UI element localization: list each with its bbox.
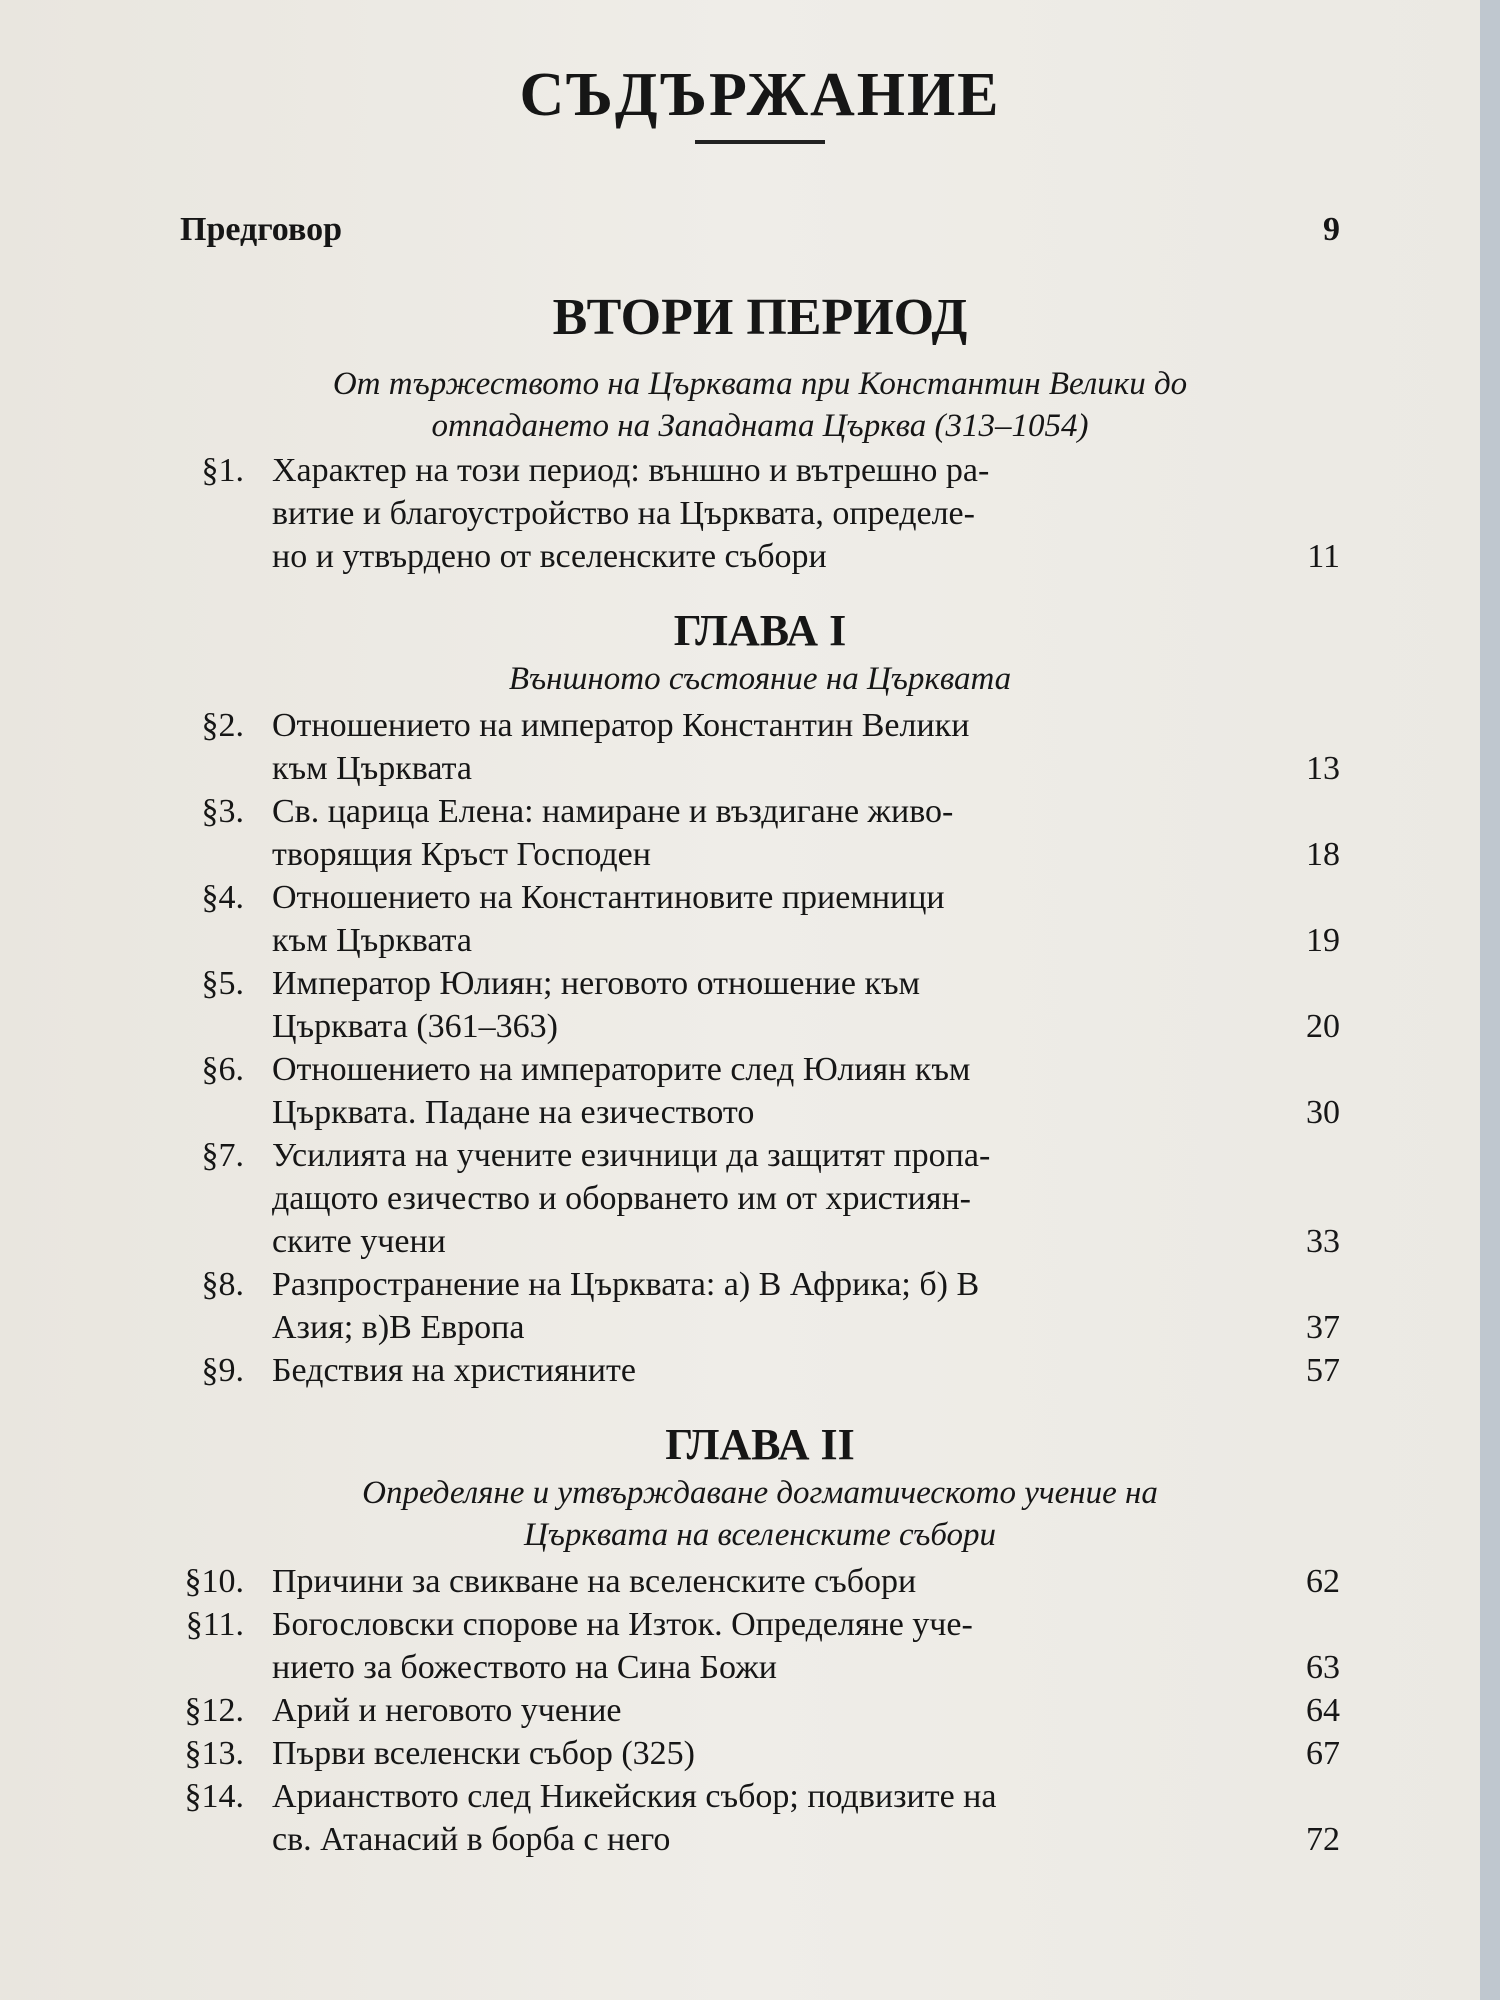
section-page: 30 [1306,1094,1340,1131]
section-page: 57 [1306,1352,1340,1389]
section-number: §13. [184,1735,244,1772]
section-page: 11 [1307,538,1340,575]
section-number: §11. [185,1606,244,1643]
section-title-line: нието за божеството на Сина Божи [272,1649,777,1686]
period-subtitle-line: отпадането на Западната Църква (313–1054) [431,408,1089,444]
section-title [272,1134,1230,1263]
chapter1-entries [180,704,1340,1392]
section-title-line: Арий и неговото учение [272,1692,622,1729]
section-title-line: Отношението на император Константин Велики [272,707,970,744]
section-title-line: Отношението на императорите след Юлиян към [272,1051,971,1088]
section-title-line: Богословски спорове на Изток. Определяне уче- [272,1606,973,1643]
section-title-line: към Църквата [272,922,472,959]
section-title-line: Отношението на Константиновите приемници [272,879,945,916]
toc-entry [180,1560,1340,1603]
section-page: 63 [1306,1649,1340,1686]
chapter-subtitle [180,1472,1340,1556]
section-title [272,1775,1230,1861]
toc-entry [180,790,1340,876]
section-title [272,1603,1230,1689]
section-title [272,1560,1230,1603]
chapter-title: ГЛАВА II [665,1420,855,1469]
section-title [272,962,1230,1048]
section-title-line: дащото езичество и оборването им от християн- [272,1180,971,1217]
section-title-line: Св. царица Елена: намиране и въздигане живо- [272,793,954,830]
section-title [272,1048,1230,1134]
section-number: §6. [201,1051,244,1088]
section-number: §1. [201,452,244,489]
period-title: ВТОРИ ПЕРИОД [552,289,968,346]
toc-entry [180,704,1340,790]
section-title [272,1732,1230,1775]
table-of-contents [180,50,1340,1861]
page-title: СЪДЪРЖАНИЕ [519,61,1001,129]
section-title [272,1263,1230,1349]
preface-label: Предговор [180,211,342,248]
section-title-line: Разпространение на Църквата: а) В Африка; б) В [272,1266,980,1303]
section-title-line: витие и благоустройство на Църквата, определе- [272,495,975,532]
section-title-line: Характер на този период: външно и вътрешно ра- [272,452,990,489]
period-subtitle [180,363,1340,447]
toc-entry [180,1349,1340,1392]
section-title-line: Усилията на учените езичници да защитят пропа- [272,1137,991,1174]
section-page: 33 [1306,1223,1340,1260]
section-number: §8. [201,1266,244,1303]
period-subtitle-line: От тържеството на Църквата при Константин Велики до [332,366,1188,402]
section-number: §14. [184,1778,244,1815]
section-page: 18 [1306,836,1340,873]
section-page: 72 [1306,1821,1340,1858]
section-page: 19 [1306,922,1340,959]
section-title-line: ските учени [272,1223,446,1260]
chapter-subtitle-line: Определяне и утвърждаване догматическото учение на [362,1475,1158,1511]
chapter-title: ГЛАВА I [673,606,847,655]
toc-entry [180,1048,1340,1134]
section-number: §10. [184,1563,244,1600]
section-number: §3. [201,793,244,830]
toc-entry [180,876,1340,962]
section-page: 20 [1306,1008,1340,1045]
preface-entry [180,208,1340,251]
section-number: §7. [201,1137,244,1174]
chapter-subtitle-line: Църквата на вселенските събори [523,1517,997,1553]
chapter-subtitle: Външното състояние на Църквата [508,661,1012,697]
toc-entry [180,1603,1340,1689]
section-title-line: но и утвърдено от вселенските събори [272,538,827,575]
toc-entry [180,1775,1340,1861]
section-title-line: св. Атанасий в борба с него [272,1821,671,1858]
section-title-line: Арианството след Никейския събор; подвизите на [272,1778,997,1815]
section-title-line: Азия; в)В Европа [272,1309,525,1346]
section-title-line: Първи вселенски събор (325) [272,1735,696,1772]
toc-entry [180,1134,1340,1263]
section-title-line: Църквата. Падане на езичеството [272,1094,755,1131]
section-title-line: Бедствия на християните [272,1352,636,1389]
toc-entry [180,1689,1340,1732]
toc-entry [180,449,1340,578]
title-underline [695,140,825,144]
section-number: §5. [201,965,244,1002]
toc-entry [180,962,1340,1048]
section-page: 13 [1306,750,1340,787]
section-page: 64 [1306,1692,1340,1729]
section-title-line: творящия Кръст Господен [272,836,651,873]
section-page: 62 [1306,1563,1340,1600]
section-title [272,1689,1230,1732]
section-number: §4. [201,879,244,916]
section-title-line: Причини за свикване на вселенските събори [272,1563,917,1600]
preface-page: 9 [1323,211,1340,248]
section-number: §12. [184,1692,244,1729]
section-title-line: Император Юлиян; неговото отношение към [272,965,921,1002]
section-number: §9. [201,1352,244,1389]
section-page: 37 [1306,1309,1340,1346]
section-number: §2. [201,707,244,744]
toc-entry [180,1263,1340,1349]
section-title [272,790,1230,876]
chapter2-entries [180,1560,1340,1861]
section-page: 67 [1306,1735,1340,1772]
section-title-line: към Църквата [272,750,472,787]
toc-entry [180,1732,1340,1775]
section-title [272,876,1230,962]
section-title-line: Църквата (361–363) [272,1008,558,1045]
section-title [272,449,1230,578]
section-title [272,1349,1230,1392]
section-title [272,704,1230,790]
page-edge [1480,0,1500,2000]
